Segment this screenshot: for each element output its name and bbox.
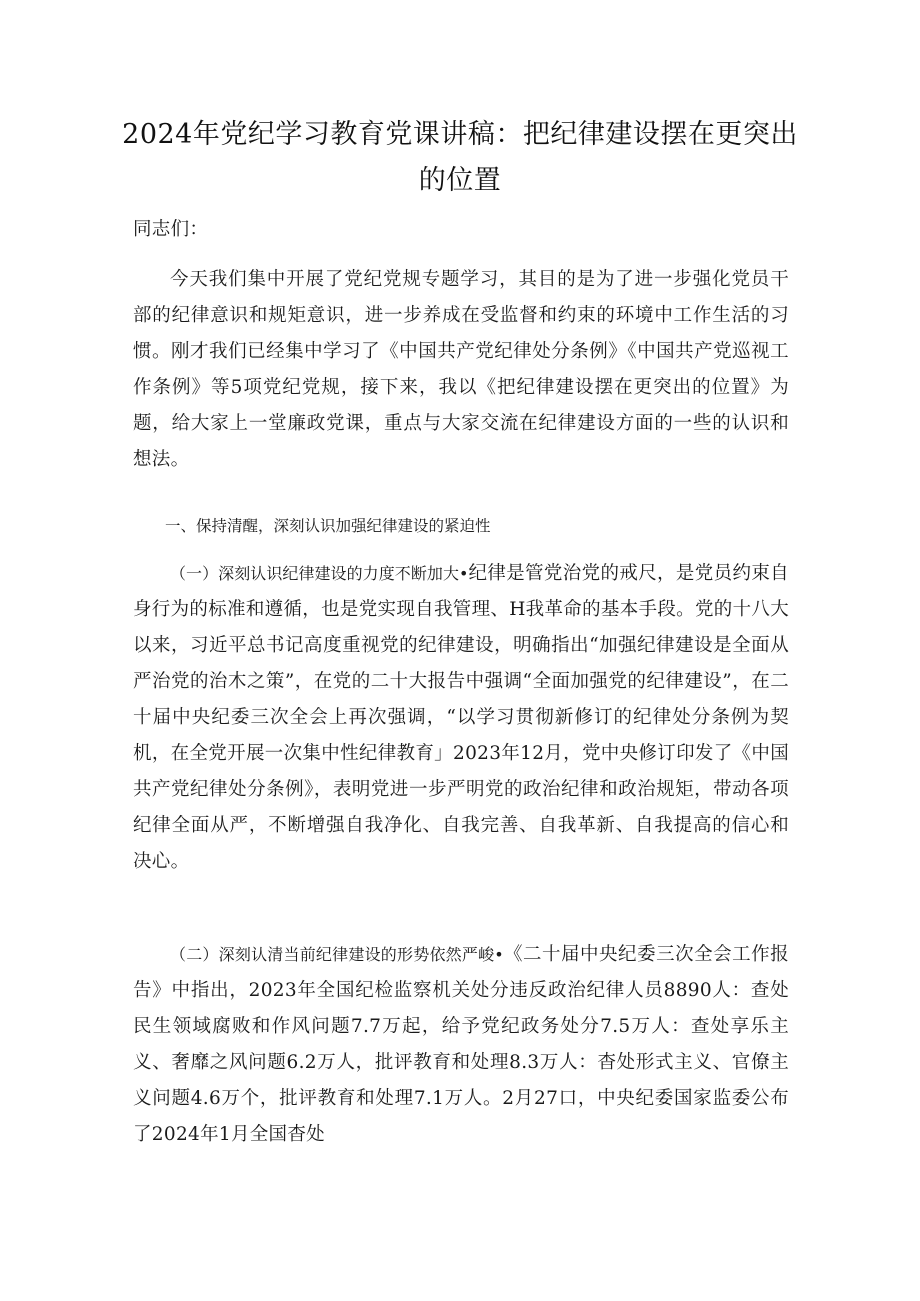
subsection-one-text: 纪律是管党治党的戒尺，是党员约束自身行为的标准和遵循，也是党实现自我管理、H我革命的基本手段。党的十八大以来，习近平总书记高度重视党的纪律建设，明确指出“加强纪律建设是全面从严治党的治木之策”，在党的二十大报告中强调“全面加强党的纪律建设”，在二十届中央纪委三次全会上再次强调，“以学习贯彻新修订的纪律处分条例为契机，在全党开展一次集中性纪律教育」2023年12月，党中央修订印发了《中国共产党纪律处分条例》，表明党进一步严明党的政治纪律和政治规矩，带动各项纪律全面从严，不断增强自我净化、自我完善、自我革新、自我提高的信心和决心。 (133, 563, 789, 872)
subsection-one-paragraph (133, 556, 789, 880)
intro-paragraph: 今天我们集中开展了党纪党规专题学习，其目的是为了进一步强化党员干部的纪律意识和规矩意识，进一步养成在受监督和约束的环境中工作生活的习惯。刚才我们已经集中学习了《中国共产党纪律处分条例》《中国共产党巡视工作条例》等5项党纪党规，接下来，我以《把纪律建设摆在更突出的位置》为题，给大家上一堂廉政党课，重点与大家交流在纪律建设方面的一些的认识和想法。 (133, 269, 789, 470)
subsection-one-heading: （一）深刻认识纪律建设的力度不断加大• (170, 564, 469, 583)
subsection-two-heading: （二）深刻认清当前纪律建设的形势依然严峻• (170, 945, 504, 964)
subsection-two-text: 《二十届中央纪委三次全会工作报告》中指出，2023年全国纪检监察机关处分违反政治纪律人员8890人：查处民生领域腐败和作风问题7.7万起，给予党纪政务处分7.5万人：查处享乐主义、奢靡之风问题6.2万人，批评教育和处理8.3万人：杳处形式主义、官僚主义问题4.6万个，批评教育和处理7.1万人。2月27口，中央纪委国家监委公布了2024年1月全国杳处 (133, 944, 789, 1145)
document-title: 2024年党纪学习教育党课讲稿：把纪律建设摆在更突出的位置 (122, 119, 798, 196)
subsection-two-paragraph (133, 937, 789, 1153)
section-one-heading: 一、保持清醒，深刻认识加强纪律建设的紧迫性 (165, 517, 491, 535)
greeting: 同志们： (133, 219, 209, 240)
